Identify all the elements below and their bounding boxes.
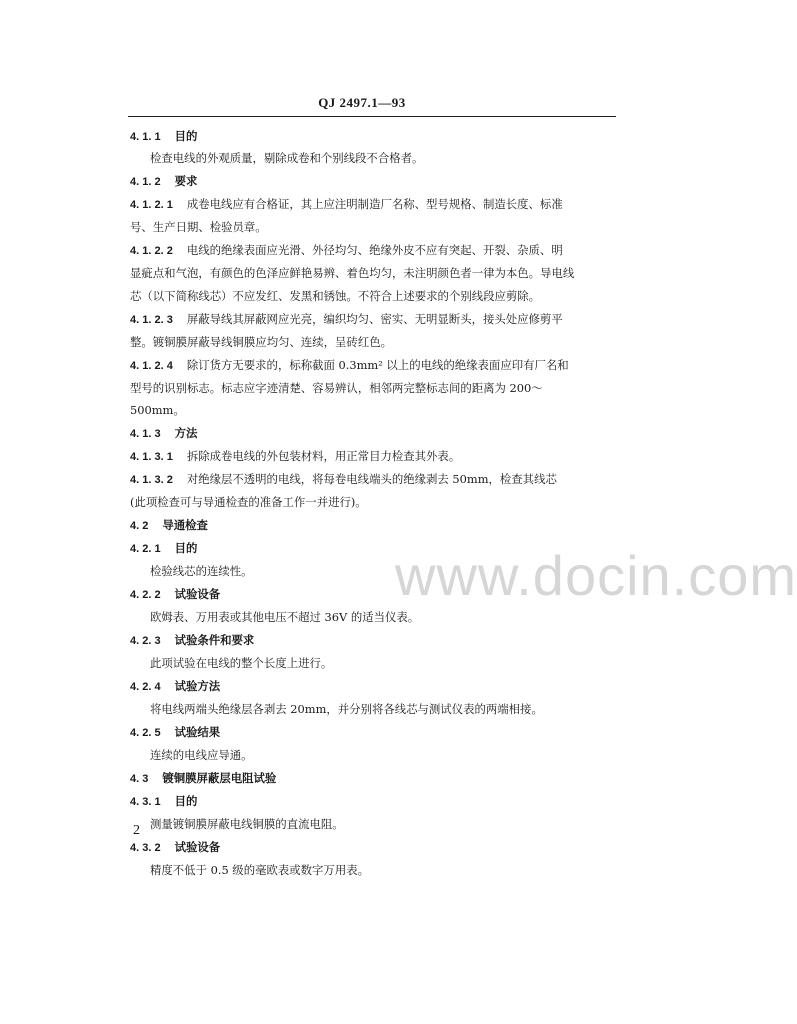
clause-number: 4. 3. 1 (130, 796, 161, 808)
text-line (150, 612, 419, 623)
clause-number: 4. 1. 1 (130, 131, 161, 143)
paragraph-text: 显疵点和气泡，有颜色的色泽应鲜艳易辨、着色均匀，未注明颜色者一律为本色。导电线 (130, 266, 575, 280)
clause-number: 4. 2. 4 (130, 681, 161, 693)
heading-text: 方法 (174, 426, 198, 440)
page-number: 2 (133, 823, 140, 838)
clause-line (130, 314, 563, 326)
clause-number: 4. 3 (130, 773, 149, 785)
section-heading (130, 428, 197, 440)
heading-text: 试验设备 (174, 587, 221, 601)
paragraph-text: 精度不低于 0.5 级的毫欧表或数字万用表。 (150, 863, 369, 877)
section-heading (130, 131, 197, 143)
section-heading (130, 842, 220, 854)
heading-text: 要求 (174, 174, 198, 188)
paragraph-text: 型号的识别标志。标志应字迹清楚、容易辨认，相邻两完整标志间的距离为 200～ (130, 381, 543, 395)
heading-text: 试验条件和要求 (174, 633, 255, 647)
text-line (150, 153, 423, 164)
section-heading (130, 543, 197, 555)
heading-text: 试验方法 (174, 679, 221, 693)
section-heading (130, 520, 208, 532)
heading-text: 导通检查 (162, 518, 208, 532)
text-line (150, 704, 543, 715)
text-line (130, 222, 267, 233)
watermark: www.docin.com (395, 544, 797, 607)
clause-number: 4. 2. 5 (130, 727, 161, 739)
paragraph-text: 检查电线的外观质量，剔除成卷和个别线段不合格者。 (150, 151, 424, 165)
text-line (130, 405, 185, 416)
text-line (130, 268, 574, 279)
text-line (150, 658, 332, 669)
clause-line (130, 360, 569, 372)
paragraph-text: 将电线两端头绝缘层各剥去 20mm，并分别将各线芯与测试仪表的两端相接。 (150, 702, 543, 716)
text-line (150, 865, 369, 876)
clause-number: 4. 3. 2 (130, 842, 161, 854)
text-line (130, 497, 367, 508)
paragraph-text: 连续的电线应导通。 (150, 748, 253, 762)
clause-number: 4. 1. 3 (130, 428, 161, 440)
paragraph-text: 成卷电线应有合格证，其上应注明制造厂名称、型号规格、制造长度、标准 (186, 197, 563, 211)
heading-text: 目的 (174, 541, 198, 555)
clause-number: 4. 1. 2. 4 (130, 360, 173, 372)
paragraph-text: 芯（以下简称线芯）不应发红、发黑和锈蚀。不符合上述要求的个别线段应剪除。 (130, 289, 541, 303)
text-line (130, 291, 540, 302)
paragraph-text: 检验线芯的连续性。 (150, 564, 253, 578)
paragraph-text: (此项检查可与导通检查的准备工作一并进行)。 (130, 495, 367, 509)
header-rule (128, 116, 616, 117)
text-line (150, 566, 253, 577)
heading-text: 试验设备 (174, 840, 221, 854)
heading-text: 镀铜膜屏蔽层电阻试验 (162, 771, 277, 785)
paragraph-text: 电线的绝缘表面应光滑、外径均匀、绝缘外皮不应有突起、开裂、杂质、明 (186, 243, 563, 257)
clause-number: 4. 1. 2. 1 (130, 199, 173, 211)
paragraph-text: 除订货方无要求的，标称截面 0.3mm² 以上的电线的绝缘表面应印有厂名和 (186, 358, 569, 372)
clause-line (130, 474, 557, 486)
clause-number: 4. 1. 3. 2 (130, 474, 173, 486)
text-line (150, 819, 344, 830)
section-heading (130, 681, 220, 693)
text-line (130, 337, 392, 348)
paragraph-text: 拆除成卷电线的外包装材料，用正常目力检查其外表。 (186, 449, 461, 463)
paragraph-text: 对绝缘层不透明的电线，将每卷电线端头的绝缘剥去 50mm，检查其线芯 (186, 472, 557, 486)
page-header: QJ 2497.1—93 (318, 95, 406, 110)
heading-text: 目的 (174, 794, 198, 808)
section-heading (130, 176, 197, 188)
paragraph-text: 500mm。 (130, 403, 185, 417)
clause-number: 4. 1. 2. 2 (130, 245, 173, 257)
clause-number: 4. 2. 2 (130, 589, 161, 601)
section-heading (130, 796, 197, 808)
paragraph-text: 此项试验在电线的整个长度上进行。 (150, 656, 333, 670)
paragraph-text: 欧姆表、万用表或其他电压不超过 36V 的适当仪表。 (150, 610, 420, 624)
clause-line (130, 451, 460, 463)
clause-number: 4. 2. 3 (130, 635, 161, 647)
clause-line (130, 199, 563, 211)
section-heading (130, 773, 276, 785)
section-heading (130, 635, 254, 647)
heading-text: 目的 (174, 129, 198, 143)
clause-number: 4. 1. 3. 1 (130, 451, 173, 463)
text-line (150, 750, 253, 761)
clause-number: 4. 2. 1 (130, 543, 161, 555)
section-heading (130, 727, 220, 739)
clause-number: 4. 1. 2 (130, 176, 161, 188)
clause-number: 4. 1. 2. 3 (130, 314, 173, 326)
paragraph-text: 屏蔽导线其屏蔽网应光亮，编织均匀、密实、无明显断头，接头处应修剪平 (186, 312, 563, 326)
clause-number: 4. 2 (130, 520, 149, 532)
heading-text: 试验结果 (174, 725, 221, 739)
paragraph-text: 整。镀铜膜屏蔽导线铜膜应均匀、连续，呈砖红色。 (130, 335, 392, 349)
paragraph-text: 测量镀铜膜屏蔽电线铜膜的直流电阻。 (150, 817, 344, 831)
clause-line (130, 245, 563, 257)
section-heading (130, 589, 220, 601)
text-line (130, 383, 543, 394)
paragraph-text: 号、生产日期、检验员章。 (130, 220, 267, 234)
